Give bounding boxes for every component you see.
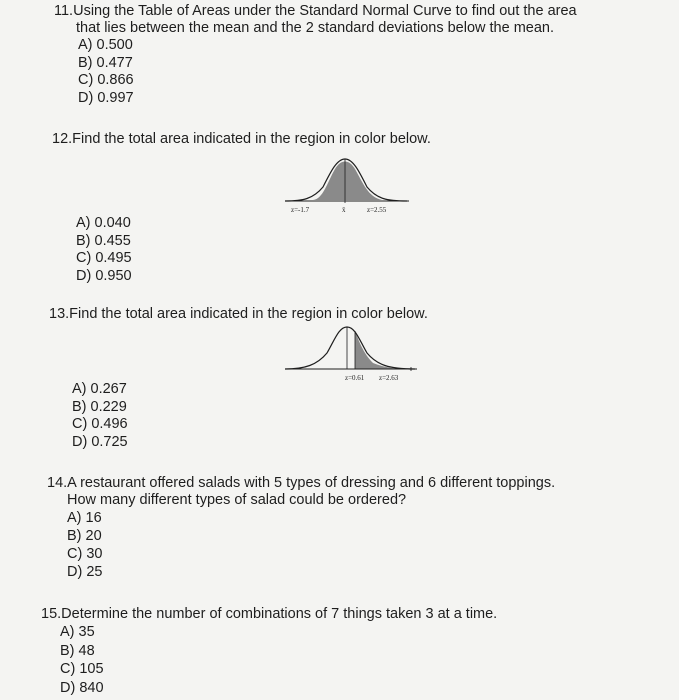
choice-d: D) 0.997 bbox=[78, 89, 134, 106]
label-mean: x̄ bbox=[342, 206, 346, 214]
choice-b: B) 20 bbox=[67, 528, 102, 544]
choice-b: B) 48 bbox=[60, 642, 95, 659]
normal-curve-figure-12 bbox=[283, 155, 423, 215]
question-text: Determine the number of combinations of 7 things taken 3 at a time. bbox=[61, 606, 498, 622]
label-left: z=0.61 bbox=[345, 374, 365, 382]
question-text-continued: that lies between the mean and the 2 standard deviations below the mean. bbox=[76, 20, 555, 36]
question-text-continued: How many different types of salad could be ordered? bbox=[67, 492, 407, 508]
question-number: 15. bbox=[41, 606, 62, 622]
shaded-region bbox=[355, 331, 411, 369]
question-11 bbox=[54, 3, 577, 107]
choice-c: C) 105 bbox=[60, 661, 104, 677]
question-13 bbox=[49, 306, 428, 323]
choice-c: C) 0.496 bbox=[72, 416, 128, 432]
normal-curve-figure-13 bbox=[283, 323, 433, 383]
question-number: 13. bbox=[49, 306, 70, 322]
question-number: 14. bbox=[47, 475, 68, 491]
choice-d: D) 0.725 bbox=[72, 433, 128, 450]
choice-d: D) 25 bbox=[67, 564, 103, 580]
choice-list bbox=[47, 509, 555, 581]
question-13-choices bbox=[72, 381, 128, 451]
label-right: z=2.63 bbox=[379, 374, 399, 382]
choice-d: D) 840 bbox=[60, 679, 104, 696]
choice-a: A) 35 bbox=[60, 624, 95, 640]
question-text: Find the total area indicated in the region in color below. bbox=[69, 306, 428, 322]
choice-a: A) 0.040 bbox=[76, 215, 131, 231]
choice-c: C) 0.866 bbox=[78, 72, 134, 88]
choice-list bbox=[54, 37, 577, 107]
choice-a: A) 16 bbox=[67, 510, 102, 526]
choice-c: C) 30 bbox=[67, 546, 103, 562]
choice-b: B) 0.455 bbox=[76, 232, 131, 249]
choice-a: A) 0.267 bbox=[72, 381, 127, 397]
question-15 bbox=[41, 606, 497, 697]
bell-curve bbox=[285, 327, 415, 369]
choice-b: B) 0.477 bbox=[78, 54, 133, 71]
label-right: z=2.55 bbox=[367, 206, 387, 214]
label-left: z=-1.7 bbox=[291, 206, 310, 214]
choice-list bbox=[41, 623, 497, 697]
question-number: 11. bbox=[54, 3, 74, 19]
question-12-choices bbox=[76, 215, 132, 285]
choice-d: D) 0.950 bbox=[76, 267, 132, 284]
choice-a: A) 0.500 bbox=[78, 37, 133, 53]
question-text: A restaurant offered salads with 5 types of dressing and 6 different toppings. bbox=[67, 475, 556, 491]
question-text: Using the Table of Areas under the Standard Normal Curve to find out the area bbox=[73, 3, 577, 19]
choice-b: B) 0.229 bbox=[72, 398, 127, 415]
question-number: 12. bbox=[52, 131, 73, 147]
question-text: Find the total area indicated in the region in color below. bbox=[72, 131, 431, 147]
question-12 bbox=[52, 131, 431, 148]
shaded-region bbox=[313, 162, 382, 201]
choice-c: C) 0.495 bbox=[76, 250, 132, 266]
question-14 bbox=[47, 475, 555, 581]
